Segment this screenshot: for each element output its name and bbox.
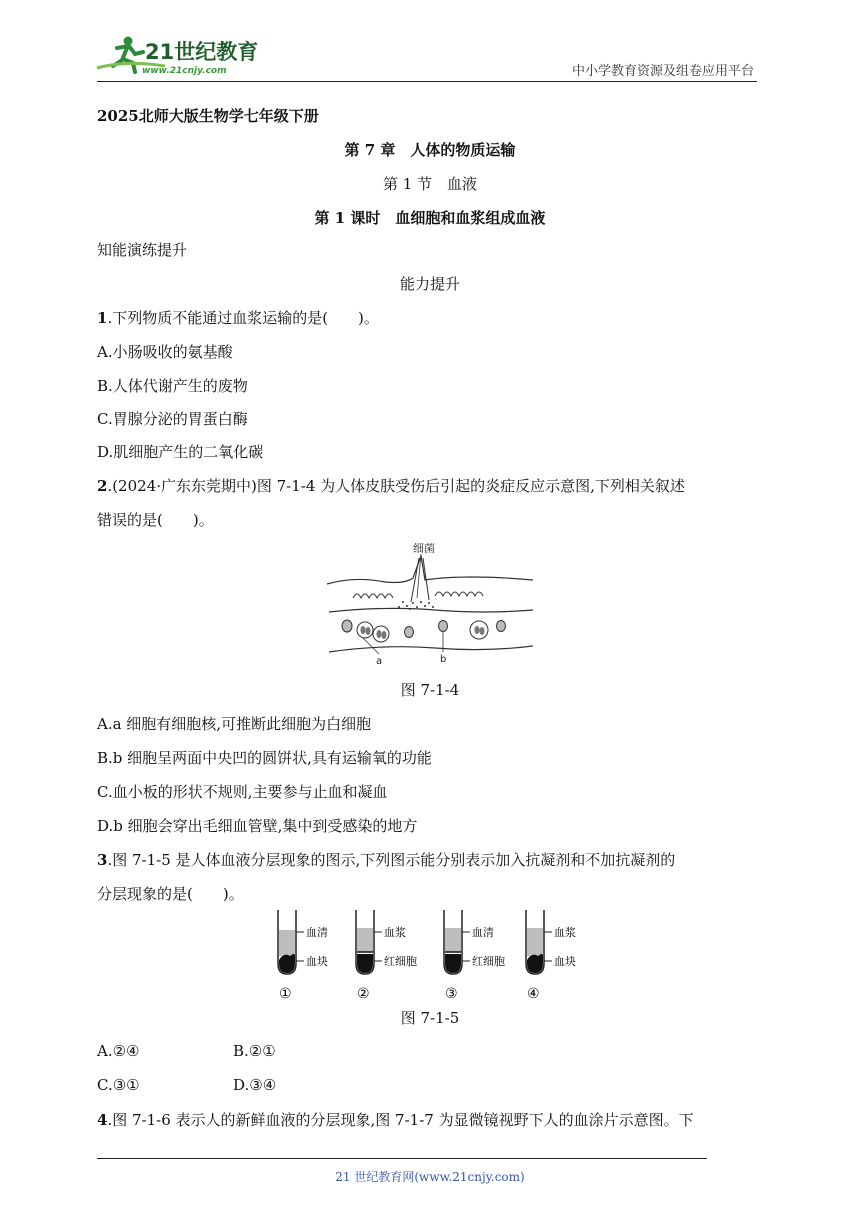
- question-number: 2: [97, 477, 108, 495]
- question-number: 1: [97, 309, 108, 327]
- label-a: a: [376, 656, 383, 667]
- q3-option-a: A.②④: [97, 1042, 140, 1060]
- question-1-stem: 1.下列物质不能通过血浆运输的是( )。: [97, 309, 379, 327]
- q3-option-d: D.③④: [233, 1076, 277, 1094]
- tube-2: [356, 910, 417, 1002]
- q3-options-row-2: [97, 1076, 276, 1094]
- question-4-stem-line1: 4.图 7-1-6 表示人的新鲜血液的分层现象,图 7-1-7 为显微镜视野下人的血涂片示意图。下: [97, 1111, 694, 1129]
- chapter-title: 第 7 章 人体的物质运输: [344, 141, 516, 159]
- section-title: 第 1 节 血液: [382, 175, 478, 193]
- logo-text: 21世纪教育: [145, 40, 259, 64]
- lesson-title: 第 1 课时 血细胞和血浆组成血液: [314, 209, 546, 227]
- q3-option-b: B.②①: [233, 1042, 276, 1060]
- tube-3-num: ③: [445, 986, 458, 1002]
- tube-1-top-label: 血清: [306, 926, 328, 939]
- tube-1: [278, 910, 328, 1002]
- q1-option-d: D.肌细胞产生的二氧化碳: [97, 443, 264, 461]
- label-b: b: [440, 654, 447, 665]
- q2-option-a: A.a 细胞有细胞核,可推断此细胞为白细胞: [97, 715, 372, 733]
- book-title: 2025北师大版生物学七年级下册: [97, 107, 319, 125]
- tube-4-bottom-label: 血块: [554, 955, 576, 968]
- question-number: 3: [97, 851, 108, 869]
- q1-option-b: B.人体代谢产生的废物: [97, 377, 248, 395]
- tube-2-bottom-label: 红细胞: [384, 955, 417, 968]
- header-platform-text: 中小学教育资源及组卷应用平台: [571, 64, 754, 79]
- tube-1-num: ①: [279, 986, 292, 1002]
- tube-4-top-label: 血浆: [554, 926, 576, 939]
- site-logo: [95, 32, 265, 80]
- logo-url: www.21cnjy.com: [142, 66, 227, 76]
- q2-option-c: C.血小板的形状不规则,主要参与止血和凝血: [97, 783, 388, 801]
- q3-options-row-1: [97, 1042, 276, 1060]
- header-divider: [97, 81, 757, 82]
- question-2-stem-line1: 2.(2024·广东东莞期中)图 7-1-4 为人体皮肤受伤后引起的炎症反应示意图,下列相关叙述: [97, 477, 685, 495]
- q1-option-a: A.小肠吸收的氨基酸: [97, 343, 233, 361]
- q1-option-c: C.胃腺分泌的胃蛋白酶: [97, 410, 248, 428]
- figure-caption-7-1-5: 图 7-1-5: [400, 1009, 460, 1027]
- tube-3-top-label: 血清: [472, 926, 494, 939]
- tube-2-top-label: 血浆: [384, 926, 406, 939]
- question-2-stem-line2: 错误的是( )。: [97, 511, 214, 529]
- tube-3: [444, 910, 505, 1002]
- figure-blood-layers: [268, 908, 598, 1004]
- tube-1-bottom-label: 血块: [306, 955, 328, 968]
- part-title: 知能演练提升: [97, 241, 188, 259]
- tube-3-bottom-label: 红细胞: [472, 955, 505, 968]
- figure-caption-7-1-4: 图 7-1-4: [400, 681, 460, 699]
- question-3-stem-line2: 分层现象的是( )。: [97, 885, 244, 903]
- subpart-title: 能力提升: [399, 275, 460, 293]
- tube-4: [526, 910, 576, 1002]
- figure-inflammation: [325, 540, 535, 670]
- q2-option-b: B.b 细胞呈两面中央凹的圆饼状,具有运输氧的功能: [97, 749, 432, 767]
- label-bacteria: 细菌: [413, 542, 435, 555]
- footer-divider: [97, 1158, 707, 1159]
- footer-site[interactable]: 21 世纪教育网(www.21cnjy.com): [335, 1170, 525, 1184]
- q3-option-c: C.③①: [97, 1076, 140, 1094]
- tube-2-num: ②: [357, 986, 370, 1002]
- tube-4-num: ④: [527, 986, 540, 1002]
- q2-option-d: D.b 细胞会穿出毛细血管壁,集中到受感染的地方: [97, 817, 418, 835]
- question-3-stem-line1: 3.图 7-1-5 是人体血液分层现象的图示,下列图示能分别表示加入抗凝剂和不加抗凝剂的: [97, 851, 676, 869]
- question-number: 4: [97, 1111, 108, 1129]
